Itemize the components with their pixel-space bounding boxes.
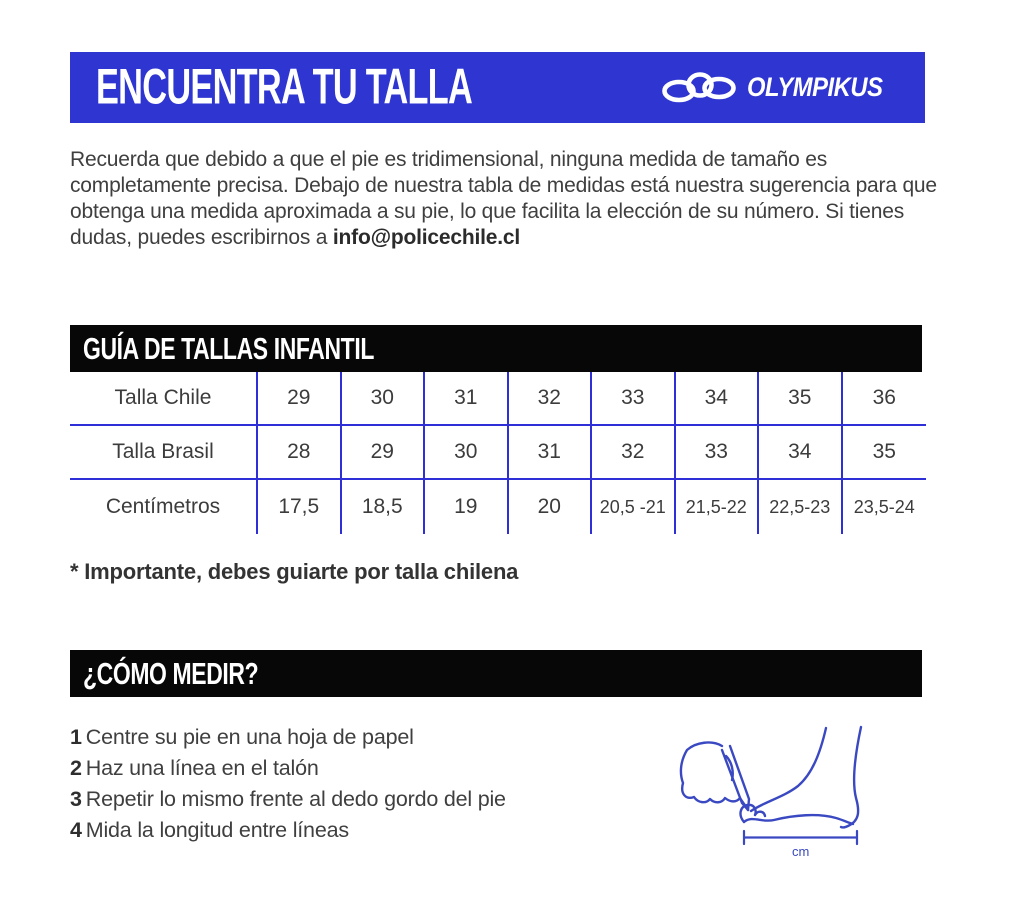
size-table-cell: 31 (509, 426, 593, 480)
foot-instep-outline (751, 728, 826, 811)
size-table-row-label: Talla Chile (70, 372, 258, 426)
size-table-cell: 33 (676, 426, 760, 480)
page-title: ENCUENTRA TU TALLA (96, 59, 473, 115)
olympikus-rings-icon (662, 70, 738, 106)
foot-heel-outline (841, 727, 861, 828)
size-table-cell: 35 (843, 426, 927, 480)
olympikus-logo (662, 70, 901, 106)
hand-outline (681, 743, 748, 810)
size-table-cell: 28 (258, 426, 342, 480)
measure-step-text: Mida la longitud entre líneas (85, 818, 349, 842)
intro-paragraph (70, 147, 942, 251)
size-table (70, 372, 926, 534)
measure-steps-list (70, 722, 506, 846)
size-table-cell: 32 (592, 426, 676, 480)
measure-step-number: 4 (70, 818, 82, 842)
size-table-cell: 36 (843, 372, 927, 426)
how-to-measure-section-header (70, 650, 922, 697)
size-table-section-header (70, 325, 922, 372)
size-table-cell: 34 (676, 372, 760, 426)
important-note: * Importante, debes guiarte por talla chilena (70, 559, 519, 584)
size-table-cell: 31 (425, 372, 509, 426)
size-table-cell: 20,5 -21 (592, 480, 676, 534)
how-to-measure-section-title: ¿CÓMO MEDIR? (83, 656, 259, 691)
size-table-cell: 22,5-23 (759, 480, 843, 534)
header-banner (70, 52, 925, 123)
measure-step (70, 815, 506, 846)
size-table-cell: 34 (759, 426, 843, 480)
size-table-row-label: Centímetros (70, 480, 258, 534)
measure-step (70, 753, 506, 784)
foot-sole-outline (744, 815, 853, 824)
size-table-cell: 21,5-22 (676, 480, 760, 534)
measure-step-text: Haz una línea en el talón (85, 756, 319, 780)
measure-unit-label: cm (792, 844, 810, 859)
intro-text: Recuerda que debido a que el pie es tridimensional, ninguna medida de tamaño es completamente precisa. Debajo de nuestra tabla de medidas está nuestra sugerencia para que obtenga una medida aproximada a su pie, lo que facilita la elección de su número. Si tienes dudas, puedes escribirnos a (70, 148, 937, 249)
olympikus-wordmark: OLYMPIKUS (746, 72, 883, 102)
size-table-row-label: Talla Brasil (70, 426, 258, 480)
measure-step (70, 722, 506, 753)
size-table-cell: 19 (425, 480, 509, 534)
measure-line (744, 831, 857, 844)
size-table-cell: 29 (258, 372, 342, 426)
size-table-cell: 23,5-24 (853, 496, 915, 517)
size-table-cell: 30 (425, 426, 509, 480)
size-table-cell: 35 (759, 372, 843, 426)
measure-step-text: Centre su pie en una hoja de papel (85, 725, 414, 749)
measure-step (70, 784, 506, 815)
measure-step-number: 1 (70, 725, 82, 749)
contact-email: info@policechile.cl (332, 226, 520, 249)
measure-step-text: Repetir lo mismo frente al dedo gordo del pie (85, 787, 506, 811)
size-table-cell: 20 (509, 480, 593, 534)
measure-step-number: 2 (70, 756, 82, 780)
size-table-section-title: GUÍA DE TALLAS INFANTIL (83, 331, 374, 366)
foot-measure-illustration (640, 700, 970, 875)
measure-step-number: 3 (70, 787, 82, 811)
size-table-cell: 32 (509, 372, 593, 426)
size-table-cell: 18,5 (342, 480, 426, 534)
size-table-cell: 17,5 (258, 480, 342, 534)
size-table-cell: 29 (342, 426, 426, 480)
size-table-cell: 30 (342, 372, 426, 426)
size-table-cell: 33 (592, 372, 676, 426)
